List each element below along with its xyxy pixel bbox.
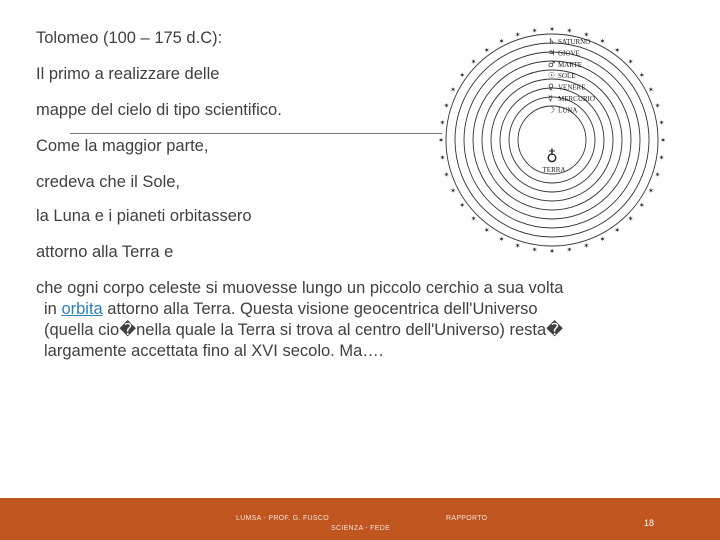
star-icon: ✶ (438, 137, 444, 145)
text-line-8: che ogni corpo celeste si muovesse lungo un piccolo cerchio a sua volta (36, 279, 564, 297)
star-icon: ✶ (443, 103, 450, 111)
text-line-5: credeva che il Sole, (36, 173, 180, 191)
planet-symbol-icon: ♂ (548, 59, 556, 69)
geocentric-diagram (438, 22, 666, 256)
text-line-7: attorno alla Terra e (36, 243, 174, 261)
paragraph-pre: in (44, 300, 62, 318)
page-number: 18 (644, 518, 655, 528)
planet-label: SOLE (558, 72, 576, 81)
orbita-link[interactable]: orbita (61, 300, 103, 318)
planet-symbol-icon: ☽ (548, 105, 556, 115)
star-icon: ✶ (614, 227, 621, 235)
star-icon: ✶ (549, 26, 555, 34)
star-icon: ✶ (531, 27, 538, 35)
star-icon: ✶ (599, 38, 606, 46)
planet-symbol-icon: ♄ (548, 37, 556, 46)
star-icon: ✶ (627, 216, 634, 223)
planet-symbol-icon: ♀ (548, 82, 554, 92)
star-icon: ✶ (658, 120, 665, 128)
footer-subject: SCIENZA - FEDE (331, 525, 391, 532)
star-icon: ✶ (566, 27, 573, 35)
planet-label: LUNA (558, 106, 578, 115)
star-icon: ✶ (647, 187, 654, 195)
text-line-6: la Luna e i pianeti orbitassero (36, 207, 252, 225)
paragraph (44, 299, 563, 362)
footer-bar (0, 498, 720, 540)
star-icon: ✶ (660, 137, 666, 145)
planet-label: MARTE (558, 60, 583, 69)
text-line-3: mappe del cielo di tipo scientifico. (36, 101, 282, 119)
planet-symbol-icon: ☿ (548, 94, 553, 103)
star-icon: ✶ (470, 59, 477, 66)
star-icon: ✶ (566, 247, 573, 255)
star-icon: ✶ (549, 248, 555, 256)
divider-line (70, 133, 442, 134)
planet-label: SATURNO (558, 38, 591, 46)
star-icon: ✶ (439, 120, 446, 128)
paragraph-line-1 (44, 299, 563, 320)
star-icon: ✶ (614, 47, 621, 55)
footer-topic: RAPPORTO (446, 515, 488, 522)
star-icon: ✶ (654, 171, 661, 179)
star-icon: ✶ (647, 87, 654, 95)
star-icon: ✶ (638, 72, 645, 80)
star-icon: ✶ (483, 227, 490, 235)
planet-symbol-icon: ♃ (548, 48, 556, 58)
star-icon: ✶ (483, 47, 490, 55)
planet-symbol-icon: ☉ (548, 71, 556, 81)
planet-label: MERCURIO (558, 95, 595, 103)
planet-label: VENERE (558, 83, 586, 92)
paragraph-post: attorno alla Terra. Questa visione geocentrica dell'Universo (102, 300, 538, 318)
star-icon: ✶ (459, 202, 466, 210)
paragraph-line-2: (quella cio�nella quale la Terra si trova al centro dell'Universo) resta� (44, 321, 564, 339)
star-icon: ✶ (583, 243, 590, 251)
star-icon: ✶ (514, 31, 521, 39)
earth-symbol-icon: ♁ (546, 147, 558, 166)
star-icon: ✶ (459, 72, 466, 80)
earth-label: TERRA (542, 166, 566, 174)
star-icon: ✶ (531, 247, 538, 255)
star-icon: ✶ (498, 236, 505, 244)
orbit-ring (500, 88, 604, 192)
text-line-2: Il primo a realizzare delle (36, 65, 220, 83)
text-line-4: Come la maggior parte, (36, 137, 209, 155)
star-icon: ✶ (658, 154, 665, 162)
star-icon: ✶ (514, 243, 521, 251)
planet-label: GIOVE (558, 49, 580, 58)
star-icon: ✶ (498, 38, 505, 46)
footer-author: LUMSA - PROF. G. FUSCO (236, 515, 329, 522)
title-line: Tolomeo (100 – 175 d.C): (36, 29, 223, 47)
star-icon: ✶ (443, 171, 450, 179)
star-icon: ✶ (654, 103, 661, 111)
star-icon: ✶ (599, 236, 606, 244)
star-icon: ✶ (439, 154, 446, 162)
star-icon: ✶ (470, 216, 477, 223)
star-icon: ✶ (450, 187, 457, 195)
paragraph-line-3: largamente accettata fino al XVI secolo. Ma…. (44, 342, 384, 360)
star-icon: ✶ (450, 87, 457, 95)
star-icon: ✶ (638, 202, 645, 210)
star-icon: ✶ (627, 59, 634, 66)
star-icon: ✶ (583, 31, 590, 39)
